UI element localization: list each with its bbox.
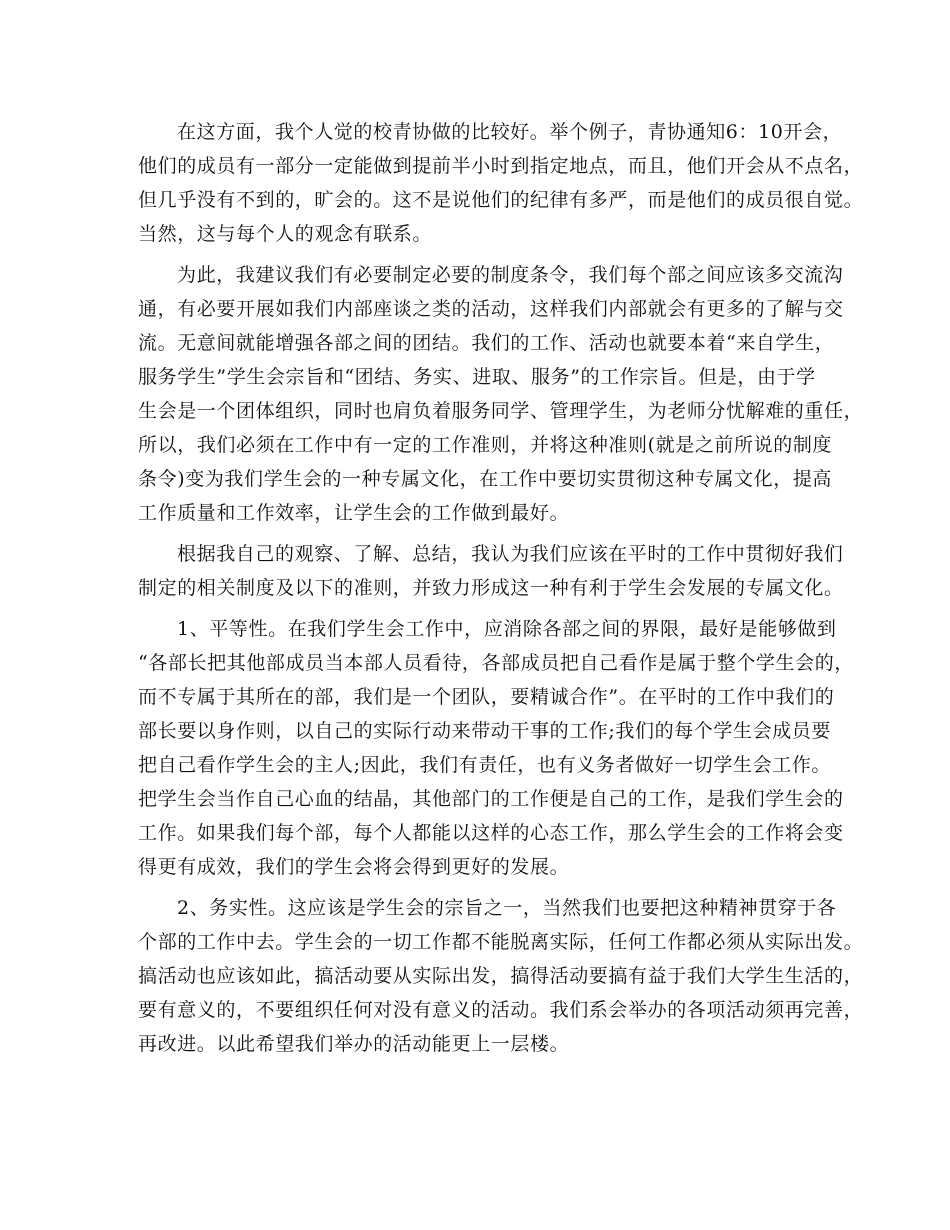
text-line: 部长要以身作则，以自己的实际行动来带动干事的工作;我们的每个学生会成员要 — [138, 720, 832, 742]
document-body — [138, 115, 864, 1061]
text-line: 而不专属于其所在的部，我们是一个团队，要精诚合作”。在平时的工作中我们的 — [138, 686, 835, 708]
text-line: 生会是一个团体组织，同时也肩负着服务同学、管理学生，为老师分忧解难的重任， — [138, 400, 864, 422]
text-line: 他们的成员有一部分一定能做到提前半小时到指定地点，而且，他们开会从不点名， — [138, 155, 864, 177]
text-line: 但几乎没有不到的，旷会的。这不是说他们的纪律有多严，而是他们的成员很自觉。 — [138, 189, 864, 211]
text-line: 工作质量和工作效率，让学生会的工作做到最好。 — [138, 502, 570, 524]
text-line: 得更有成效，我们的学生会将会得到更好的发展。 — [138, 856, 570, 878]
text-line: 根据我自己的观察、了解、总结，我认为我们应该在平时的工作中贯彻好我们 — [177, 543, 844, 565]
text-line: 工作。如果我们每个部，每个人都能以这样的心态工作，那么学生会的工作将会变 — [138, 822, 844, 844]
text-line: 流。无意间就能增强各部之间的团结。我们的工作、活动也就要本着“来自学生， — [138, 332, 835, 354]
text-line: 条令)变为我们学生会的一种专属文化，在工作中要切实贯彻这种专属文化，提高 — [138, 468, 833, 490]
text-line: 制定的相关制度及以下的准则，并致力形成这一种有利于学生会发展的专属文化。 — [138, 577, 844, 599]
text-line: 1、平等性。在我们学生会工作中，应消除各部之间的界限，最好是能够做到 — [177, 618, 837, 640]
text-line: 把自己看作学生会的主人;因此，我们有责任，也有义务者做好一切学生会工作。 — [138, 754, 832, 776]
text-line: 搞活动也应该如此，搞活动要从实际出发，搞得活动要搞有益于我们大学生生活的， — [138, 965, 864, 987]
text-line: 2、务实性。这应该是学生会的宗旨之一，当然我们也要把这种精神贯穿于各 — [177, 897, 837, 919]
text-line: 把学生会当作自己心血的结晶，其他部门的工作便是自己的工作，是我们学生会的 — [138, 788, 844, 810]
text-line: 为此，我建议我们有必要制定必要的制度条令，我们每个部之间应该多交流沟 — [177, 264, 844, 286]
text-line: 要有意义的，不要组织任何对没有意义的活动。我们系会举办的各项活动须再完善， — [138, 999, 864, 1021]
text-line: 服务学生”学生会宗旨和“团结、务实、进取、服务”的工作宗旨。但是，由于学 — [138, 366, 816, 388]
text-line: “各部长把其他部成员当本部人员看待，各部成员把自己看作是属于整个学生会的， — [138, 652, 854, 674]
text-line: 通，有必要开展如我们内部座谈之类的活动，这样我们内部就会有更多的了解与交 — [138, 298, 844, 320]
text-line: 个部的工作中去。学生会的一切工作都不能脱离实际，任何工作都必须从实际出发。 — [138, 931, 864, 953]
text-line: 再改进。以此希望我们举办的活动能更上一层楼。 — [138, 1033, 570, 1055]
text-line: 在这方面，我个人觉的校青协做的比较好。举个例子，青协通知6：10开会， — [177, 121, 843, 143]
text-line: 当然，这与每个人的观念有联系。 — [138, 223, 433, 245]
text-line: 所以，我们必须在工作中有一定的工作准则，并将这种准则(就是之前所说的制度 — [138, 434, 833, 456]
